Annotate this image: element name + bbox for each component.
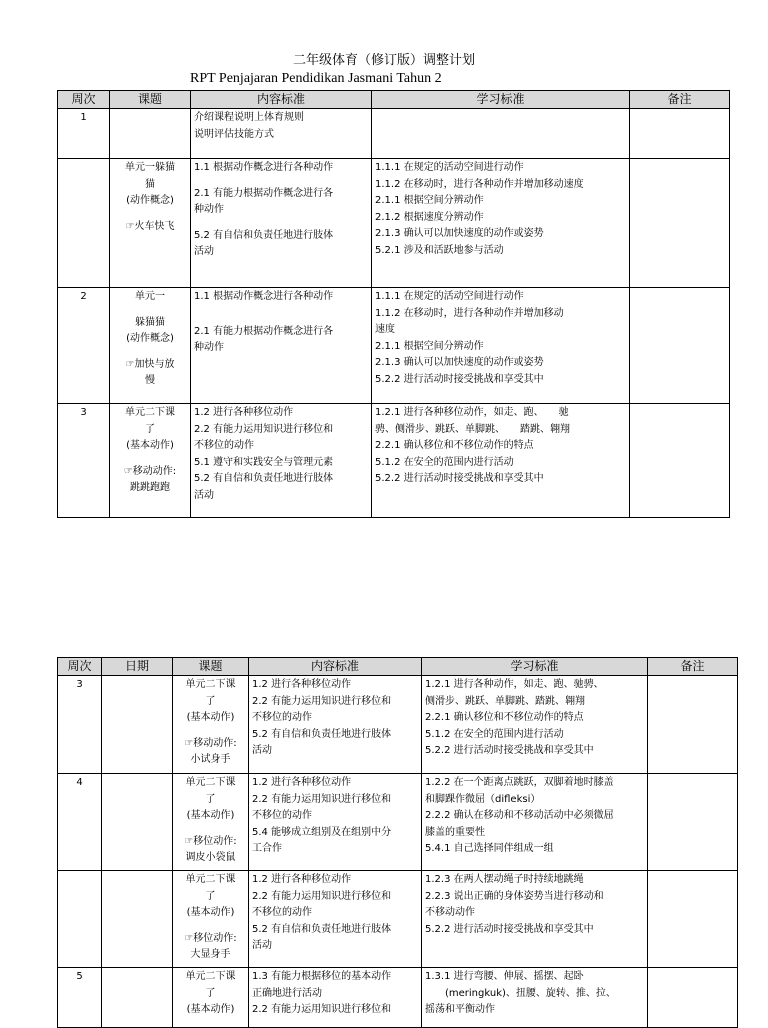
- cell-line: ☞移位动作:: [184, 835, 237, 847]
- cell-line: 单元二下课: [125, 407, 175, 418]
- date-cell: [102, 676, 173, 774]
- cell-line: 了: [205, 987, 216, 999]
- cell-line: 不移位的动作: [194, 440, 254, 451]
- cell-line: 2.1.1 根据空间分辨动作: [375, 195, 484, 206]
- remarks-cell: [630, 288, 730, 404]
- cell-line: 不移位的动作: [252, 810, 312, 821]
- header-week: 周次: [58, 658, 102, 676]
- cell-line: 2.2.3 说出正确的身体姿势当进行移动和: [425, 890, 604, 902]
- cell-line: 1.1.2 在移动时，进行各种动作并增加移动速度: [375, 178, 584, 190]
- learning-cell: [422, 871, 648, 968]
- cell-line: 1.2.3 在两人摆动绳子时持续地跳绳: [425, 874, 584, 885]
- remarks-cell: [630, 109, 730, 159]
- cell-line: 1.1.1 在规定的活动空间进行动作: [375, 291, 524, 302]
- cell-line: 速度: [375, 324, 395, 335]
- table-row: [58, 288, 730, 404]
- cell-line: 5.2.2 进行活动时接受挑战和享受其中: [425, 745, 594, 756]
- cell-line: 摇荡和平衡动作: [425, 1004, 495, 1015]
- cell-line: 2.1.1 根据空间分辨动作: [375, 340, 484, 352]
- topic-cell: [173, 968, 249, 1028]
- cell-line: 种动作: [194, 342, 224, 353]
- learning-cell: [372, 404, 630, 518]
- learning-cell: [372, 159, 630, 288]
- cell-line: (meringkuk)、扭腰、旋转、推、拉、: [425, 987, 616, 999]
- cell-line: 活动: [252, 745, 272, 756]
- cell-line: [194, 315, 368, 324]
- cell-line: [176, 727, 245, 736]
- cell-line: 5.2 有自信和负责任地进行肢体: [194, 229, 334, 241]
- cell-line: 5.2.2 进行活动时接受挑战和享受其中: [375, 373, 544, 385]
- remarks-cell: [648, 774, 738, 871]
- cell-line: 1.2 进行各种移位动作: [194, 407, 294, 418]
- cell-line: ☞移位动作:: [184, 932, 237, 944]
- cell-line: 5.4.1 自己选择同伴组成一组: [425, 843, 554, 854]
- cell-line: (基本动作): [186, 712, 235, 723]
- cell-line: [113, 455, 187, 464]
- content-cell: [191, 288, 372, 404]
- remarks-cell: [648, 676, 738, 774]
- cell-line: 了: [205, 793, 216, 805]
- cell-line: 1.2.2 在一个距离点跳跃，双脚着地时膝盖: [425, 777, 614, 788]
- cell-line: 5.4 能够成立组别及在组别中分: [252, 826, 392, 838]
- cell-line: 1.2 进行各种移位动作: [252, 679, 352, 690]
- cell-line: 2.2 有能力运用知识进行移位和: [252, 793, 392, 805]
- week-cell: 2: [58, 288, 110, 404]
- cell-line: ☞移动动作:: [184, 737, 237, 749]
- cell-line: 了: [205, 890, 216, 902]
- content-cell: [249, 676, 422, 774]
- cell-line: 5.1.2 在安全的范围内进行活动: [375, 456, 514, 468]
- header-week: 周次: [58, 91, 110, 109]
- header-date: 日期: [102, 658, 173, 676]
- content-cell: [249, 968, 422, 1028]
- cell-line: 1.1 根据动作概念进行各种动作: [194, 162, 334, 173]
- cell-line: 躲猫猫: [135, 316, 165, 328]
- topic-cell: [173, 871, 249, 968]
- cell-line: 2.2.1 确认移位和不移位动作的特点: [425, 712, 584, 723]
- cell-line: 不移位的动作: [252, 712, 312, 723]
- plan-table-2: [57, 657, 738, 1028]
- week-cell: 3: [58, 676, 102, 774]
- cell-line: (动作概念): [126, 195, 174, 206]
- cell-line: 单元一躲猫: [125, 162, 175, 173]
- cell-line: [176, 922, 245, 931]
- week-cell: 1: [58, 109, 110, 159]
- header-learning-standard: 学习标准: [422, 658, 648, 676]
- cell-line: 说明评估技能方式: [194, 128, 274, 140]
- cell-line: 5.2 有自信和负责任地进行肢体: [252, 923, 392, 935]
- header-content-standard: 内容标准: [191, 91, 372, 109]
- cell-line: 1.1.1 在规定的活动空间进行动作: [375, 162, 524, 173]
- learning-cell: [372, 288, 630, 404]
- cell-line: 2.2.2 确认在移动和不移动活动中必须微屈: [425, 810, 614, 821]
- cell-line: 不移位的动作: [252, 907, 312, 918]
- content-cell: [191, 404, 372, 518]
- cell-line: [194, 177, 368, 186]
- cell-line: 不移动动作: [425, 907, 475, 918]
- header-remarks: 备注: [630, 91, 730, 109]
- cell-line: 2.2 有能力运用知识进行移位和: [252, 890, 392, 902]
- cell-line: 2.1.3 确认可以加快速度的动作或姿势: [375, 228, 544, 239]
- week-cell: [58, 159, 110, 288]
- cell-line: 1.2.1 进行各种动作，如走、跑、驰骋、: [425, 679, 604, 690]
- cell-line: 单元二下课: [185, 971, 236, 982]
- cell-line: ☞加快与放: [125, 358, 175, 370]
- cell-line: 2.1.3 确认可以加快速度的动作或姿势: [375, 357, 544, 368]
- cell-line: 5.2.2 进行活动时接受挑战和享受其中: [425, 923, 594, 935]
- cell-line: 2.2.1 确认移位和不移位动作的特点: [375, 440, 534, 451]
- cell-line: [176, 825, 245, 834]
- table-header-row: [58, 91, 730, 109]
- date-cell: [102, 968, 173, 1028]
- cell-line: 活动: [252, 940, 272, 951]
- cell-line: 跳跳跑跑: [130, 482, 170, 493]
- table-header-row: [58, 658, 738, 676]
- table-row: [58, 404, 730, 518]
- learning-cell: [422, 676, 648, 774]
- cell-line: 单元一: [135, 291, 165, 302]
- cell-line: (基本动作): [186, 1004, 235, 1015]
- topic-cell: [173, 676, 249, 774]
- topic-cell: [110, 159, 191, 288]
- header-content-standard: 内容标准: [249, 658, 422, 676]
- cell-line: 5.2 有自信和负责任地进行肢体: [194, 473, 334, 484]
- table-row: [58, 159, 730, 288]
- cell-line: (基本动作): [186, 907, 235, 918]
- content-cell: [249, 774, 422, 871]
- header-remarks: 备注: [648, 658, 738, 676]
- cell-line: 猫: [145, 178, 155, 190]
- plan-table-1: [57, 90, 730, 518]
- document-subtitle: RPT Penjajaran Pendidikan Jasmani Tahun 2: [190, 71, 442, 86]
- cell-line: 介绍课程说明上体育规则: [194, 112, 304, 123]
- content-cell: [191, 159, 372, 288]
- cell-line: 5.2.1 涉及和活跃地参与活动: [375, 244, 504, 256]
- week-cell: 4: [58, 774, 102, 871]
- table-row: [58, 774, 738, 871]
- cell-line: 5.1.2 在安全的范围内进行活动: [425, 728, 564, 740]
- cell-line: 工合作: [252, 843, 282, 854]
- cell-line: 1.1 根据动作概念进行各种动作: [194, 291, 334, 302]
- table-row: [58, 676, 738, 774]
- remarks-cell: [630, 404, 730, 518]
- topic-cell: [110, 288, 191, 404]
- learning-cell: [372, 109, 630, 159]
- cell-line: 正确地进行活动: [252, 987, 322, 999]
- cell-line: [194, 219, 368, 228]
- cell-line: 1.2.1 进行各种移位动作，如走、跑、 驰: [375, 407, 569, 418]
- week-cell: 5: [58, 968, 102, 1028]
- cell-line: 活动: [194, 246, 214, 257]
- week-cell: [58, 871, 102, 968]
- header-learning-standard: 学习标准: [372, 91, 630, 109]
- week-cell: 3: [58, 404, 110, 518]
- content-cell: [249, 871, 422, 968]
- cell-line: [194, 306, 368, 315]
- cell-line: 骋、侧滑步、跳跃、单脚跳、 踏跳、翱翔: [375, 423, 570, 435]
- cell-line: 侧滑步、跳跃、单脚跳、踏跳、翱翔: [425, 695, 585, 707]
- header-topic: 课题: [173, 658, 249, 676]
- cell-line: 了: [205, 695, 216, 707]
- cell-line: [113, 210, 187, 219]
- cell-line: (基本动作): [186, 810, 235, 821]
- table-row: [58, 871, 738, 968]
- document-title: 二年级体育（修订版）调整计划: [292, 53, 475, 68]
- cell-line: 5.2 有自信和负责任地进行肢体: [252, 728, 392, 740]
- topic-cell: [110, 404, 191, 518]
- cell-line: 1.2 进行各种移位动作: [252, 874, 352, 885]
- cell-line: [113, 306, 187, 315]
- topic-cell: [173, 774, 249, 871]
- cell-line: 5.1 遵守和实践安全与管理元素: [194, 456, 334, 468]
- cell-line: 膝盖的重要性: [425, 826, 485, 838]
- cell-line: 2.1.2 根据速度分辨动作: [375, 211, 484, 223]
- header-topic: 课题: [110, 91, 191, 109]
- cell-line: 2.2 有能力运用知识进行移位和: [252, 695, 392, 707]
- cell-line: 2.1 有能力根据动作概念进行各: [194, 187, 334, 199]
- content-cell: [191, 109, 372, 159]
- cell-line: 调皮小袋鼠: [185, 852, 236, 863]
- cell-line: 1.3 有能力根据移位的基本动作: [252, 971, 392, 982]
- cell-line: [113, 348, 187, 357]
- cell-line: 小试身手: [190, 754, 231, 765]
- cell-line: 和脚踝作微屈（difleksi）: [425, 793, 541, 805]
- cell-line: 大显身手: [190, 949, 231, 960]
- cell-line: 单元二下课: [185, 777, 236, 788]
- cell-line: 活动: [194, 489, 214, 501]
- cell-line: 单元二下课: [185, 874, 236, 885]
- remarks-cell: [630, 159, 730, 288]
- cell-line: 2.2 有能力运用知识进行移位和: [252, 1004, 392, 1015]
- cell-line: (基本动作): [126, 440, 174, 451]
- cell-line: ☞火车快飞: [125, 220, 175, 232]
- date-cell: [102, 871, 173, 968]
- cell-line: 单元二下课: [185, 679, 236, 690]
- table-row: [58, 968, 738, 1028]
- remarks-cell: [648, 968, 738, 1028]
- cell-line: 了: [145, 423, 155, 435]
- topic-cell: [110, 109, 191, 159]
- cell-line: 1.2 进行各种移位动作: [252, 777, 352, 788]
- remarks-cell: [648, 871, 738, 968]
- cell-line: 慢: [145, 375, 155, 386]
- date-cell: [102, 774, 173, 871]
- cell-line: 1.1.2 在移动时，进行各种动作并增加移动: [375, 307, 564, 319]
- cell-line: ☞移动动作:: [123, 465, 177, 477]
- cell-line: 5.2.2 进行活动时接受挑战和享受其中: [375, 473, 544, 484]
- cell-line: (动作概念): [126, 333, 174, 344]
- cell-line: 2.2 有能力运用知识进行移位和: [194, 423, 334, 435]
- cell-line: 种动作: [194, 204, 224, 215]
- cell-line: 2.1 有能力根据动作概念进行各: [194, 325, 334, 337]
- learning-cell: [422, 774, 648, 871]
- cell-line: 1.3.1 进行弯腰、伸展、摇摆、起卧: [425, 971, 584, 982]
- table-row: [58, 109, 730, 159]
- learning-cell: [422, 968, 648, 1028]
